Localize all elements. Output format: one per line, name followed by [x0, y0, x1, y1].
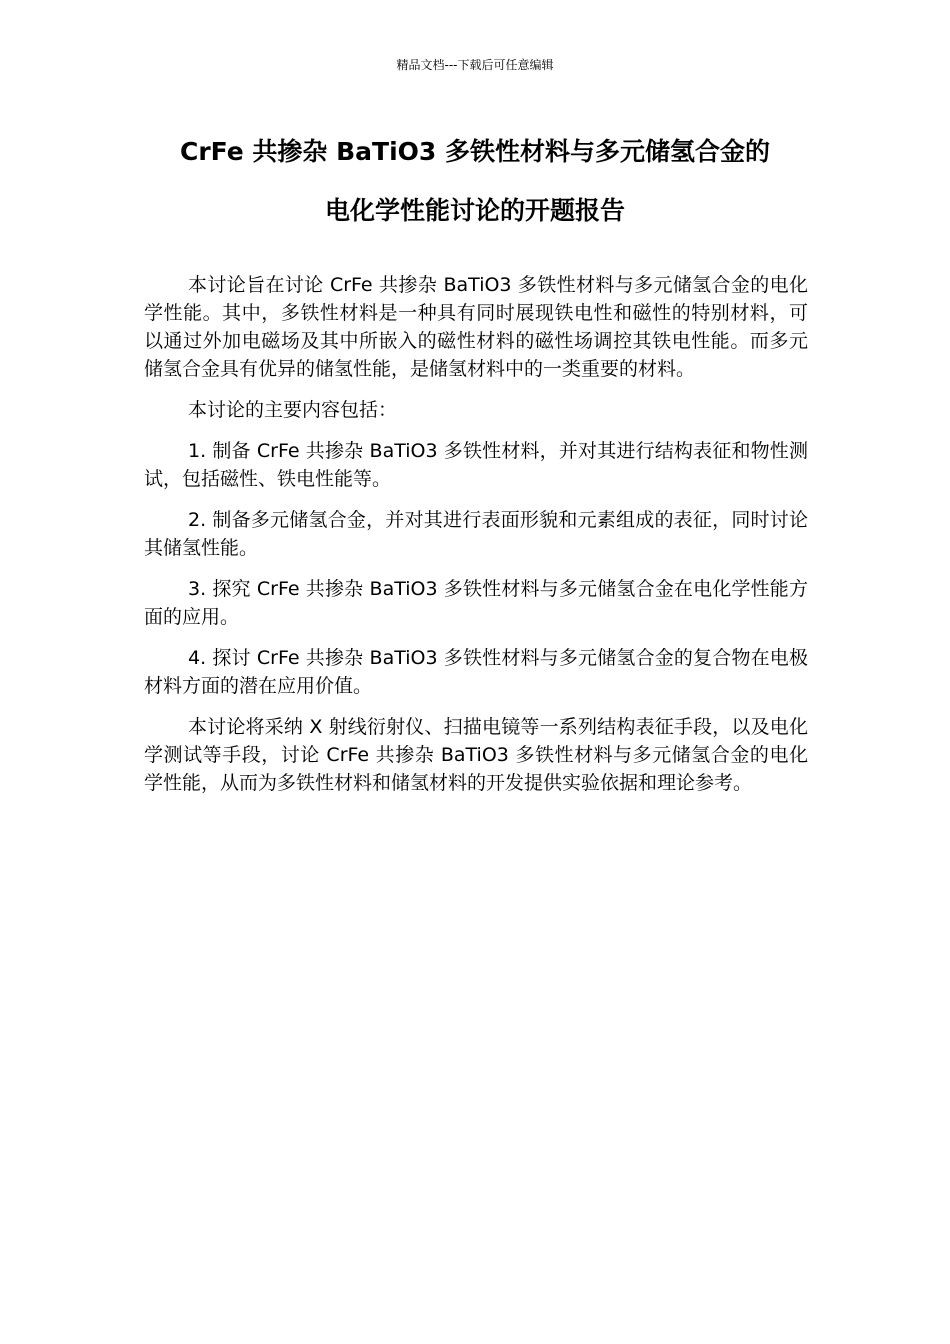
contents-intro-paragraph: 本讨论的主要内容包括：	[188, 399, 398, 421]
content-item-4: 4. 探讨 CrFe 共掺杂 BaTiO3 多铁性材料与多元储氢合金的复合物在电极材料方面的潜在应用价值。	[144, 647, 808, 697]
title-line-2: 电化学性能讨论的开题报告	[324, 196, 625, 225]
methods-paragraph: 本讨论将采纳 X 射线衍射仪、扫描电镜等一系列结构表征手段，以及电化学测试等手段，讨论 CrFe 共掺杂 BaTiO3 多铁性材料与多元储氢合金的电化学性能，从而为多铁性材料和储氢材料的开发提供实验依据和理论参考。	[144, 716, 808, 794]
intro-paragraph: 本讨论旨在讨论 CrFe 共掺杂 BaTiO3 多铁性材料与多元储氢合金的电化学性能。其中，多铁性材料是一种具有同时展现铁电性和磁性的特别材料，可以通过外加电磁场及其中所嵌入的磁性材料的磁性场调控其铁电性能。而多元储氢合金具有优异的储氢性能，是储氢材料中的一类重要的材料。	[144, 274, 808, 380]
content-item-1: 1. 制备 CrFe 共掺杂 BaTiO3 多铁性材料，并对其进行结构表征和物性测试，包括磁性、铁电性能等。	[144, 440, 808, 490]
page-header-note: 精品文档---下载后可任意编辑	[396, 58, 554, 72]
content-item-2: 2. 制备多元储氢合金，并对其进行表面形貌和元素组成的表征，同时讨论其储氢性能。	[144, 509, 808, 559]
title-line-1: CrFe 共掺杂 BaTiO3 多铁性材料与多元储氢合金的	[179, 137, 770, 166]
document-title	[120, 134, 830, 229]
content-item-3: 3. 探究 CrFe 共掺杂 BaTiO3 多铁性材料与多元储氢合金在电化学性能方面的应用。	[144, 578, 808, 628]
document-body	[144, 271, 808, 810]
